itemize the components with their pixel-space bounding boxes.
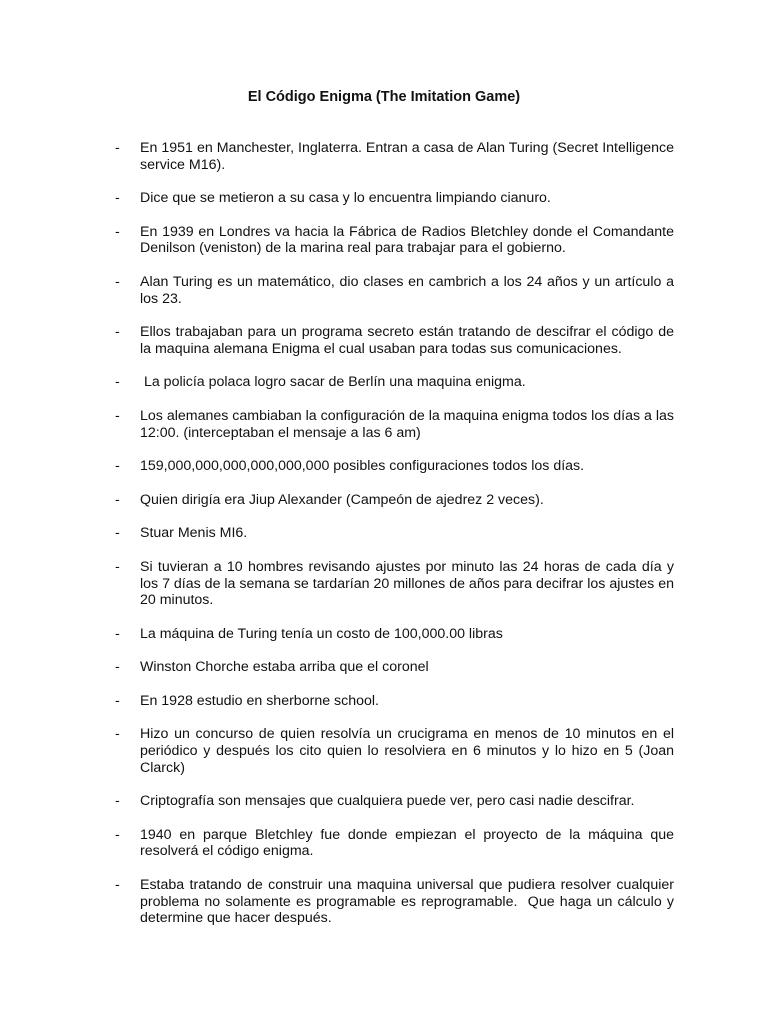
bullet-dash: -	[115, 625, 120, 642]
list-item-text: Alan Turing es un matemático, dio clases en cambrich a los 24 años y un artículo a los 23.	[140, 273, 674, 307]
list-item	[115, 793, 674, 810]
list-item	[115, 558, 674, 609]
list-item-text: Dice que se metieron a su casa y lo encuentra limpiando cianuro.	[140, 190, 551, 207]
list-item	[115, 826, 674, 860]
list-item	[115, 223, 674, 257]
bullet-dash: -	[115, 223, 120, 240]
bullet-dash: -	[115, 374, 120, 391]
list-item-text: Si tuvieran a 10 hombres revisando ajustes por minuto las 24 horas de cada día y los 7 días de la semana se tardarían 20 millones de años para decifrar los ajustes en 20 minutos.	[140, 558, 674, 609]
list-item-text: Estaba tratando de construir una maquina universal que pudiera resolver cualquier problema no solamente es programable es reprogramable. Que haga un cálculo y determine que hacer después.	[140, 877, 678, 927]
list-item-text: Los alemanes cambiaban la configuración de la maquina enigma todos los días a las 12:00. (interceptaban el mensaje a las 6 am)	[140, 407, 674, 441]
list-item-text: Hizo un concurso de quien resolvía un crucigrama en menos de 10 minutos en el periódico y después los cito quien lo resolviera en 6 minutos y lo hizo en 5 (Joan Clarck)	[140, 726, 674, 776]
document-title: El Código Enigma (The Imitation Game)	[247, 89, 521, 105]
bullet-dash: -	[115, 324, 120, 341]
list-item	[115, 458, 674, 475]
list-item	[115, 140, 674, 173]
list-item	[115, 877, 678, 927]
list-item-text: 159,000,000,000,000,000,000 posibles configuraciones todos los días.	[140, 458, 585, 475]
bullet-dash: -	[115, 877, 120, 894]
bullet-dash: -	[115, 491, 120, 508]
list-item-text: Stuar Menis MI6.	[140, 525, 248, 542]
bullet-dash: -	[115, 558, 120, 575]
list-item	[115, 625, 674, 643]
list-item	[115, 407, 674, 441]
list-item	[115, 692, 674, 710]
list-item-text: En 1928 estudio en sherborne school.	[140, 692, 379, 709]
list-item	[115, 190, 674, 207]
bullet-list	[0, 140, 768, 927]
list-item-text: Winston Chorche estaba arriba que el coronel	[140, 659, 429, 676]
bullet-dash: -	[115, 525, 120, 542]
list-item	[115, 726, 674, 776]
bullet-dash: -	[115, 692, 120, 709]
bullet-dash: -	[115, 793, 120, 810]
list-item-text: Ellos trabajaban para un programa secreto están tratando de descifrar el código de la maquina alemana Enigma el cual usaban para todas sus comunicaciones.	[140, 324, 674, 357]
list-item-text: En 1939 en Londres va hacia la Fábrica de Radios Bletchley donde el Comandante Denilson (veniston) de la marina real para trabajar para el gobierno.	[140, 223, 674, 257]
list-item	[115, 374, 674, 391]
list-item-text: La máquina de Turing tenía un costo de 100,000.00 libras	[140, 625, 503, 642]
bullet-dash: -	[115, 659, 120, 676]
bullet-dash: -	[115, 407, 120, 424]
bullet-dash: -	[115, 273, 120, 290]
bullet-dash: -	[115, 190, 120, 207]
list-item	[115, 273, 674, 307]
list-item-text: 1940 en parque Bletchley fue donde empiezan el proyecto de la máquina que resolverá el código enigma.	[140, 826, 674, 860]
list-item-text: En 1951 en Manchester, Inglaterra. Entran a casa de Alan Turing (Secret Intelligence service M16).	[140, 140, 674, 173]
list-item	[115, 659, 674, 676]
bullet-dash: -	[115, 140, 120, 156]
list-item-text: Criptografía son mensajes que cualquiera puede ver, pero casi nadie descifrar.	[140, 793, 635, 810]
bullet-dash: -	[115, 826, 120, 843]
list-item	[115, 491, 674, 509]
list-item	[115, 525, 674, 542]
list-item	[115, 324, 674, 357]
list-item-text: La policía polaca logro sacar de Berlín una maquina enigma.	[140, 374, 526, 391]
list-item-text: Quien dirigía era Jiup Alexander (Campeón de ajedrez 2 veces).	[140, 491, 544, 508]
bullet-dash: -	[115, 726, 120, 743]
bullet-dash: -	[115, 458, 120, 475]
